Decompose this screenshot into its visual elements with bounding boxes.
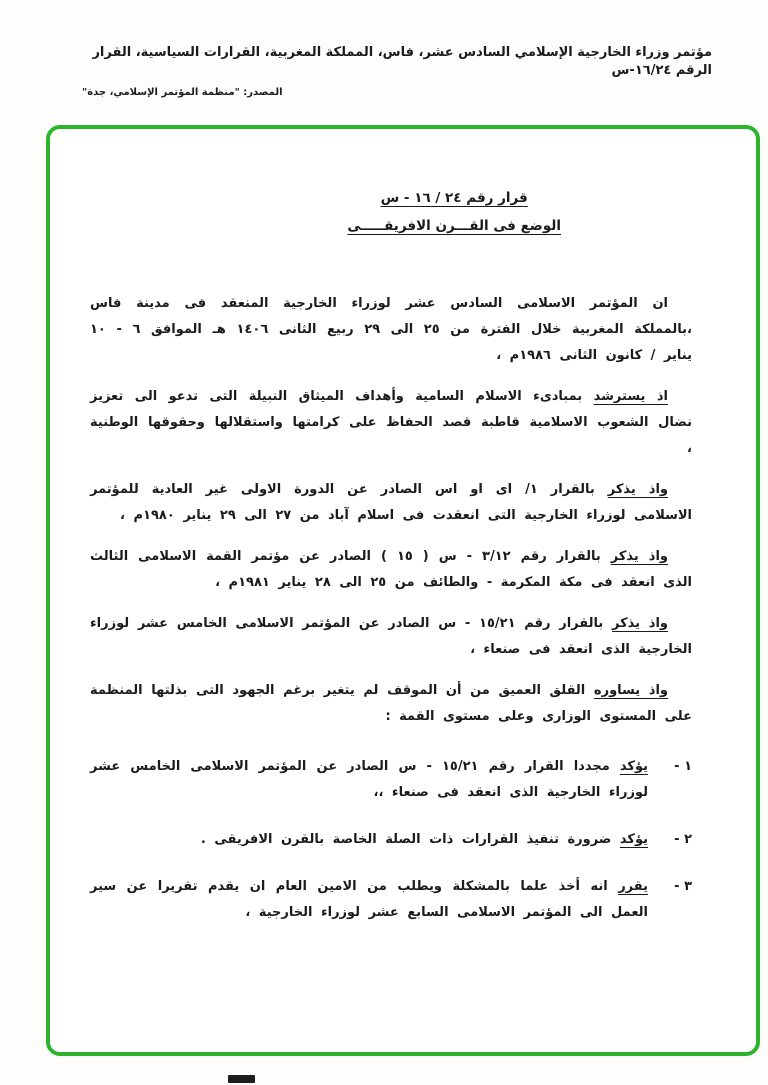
item-lead: يؤكد: [619, 831, 648, 847]
paragraph-text: بالقرار رقم ٣/١٢ - س ( ١٥ ) الصادر عن مؤتمر القمة الاسلامى الثالث الذى انعقد فى مكة المكرمة - والطائف من ٢٥ الى ٢٨ يناير ١٩٨١م ،: [90, 548, 692, 590]
item-lead: يقرر: [618, 878, 648, 894]
preamble-paragraph: [90, 544, 692, 596]
paragraph-lead: واذ يساوره: [593, 682, 668, 698]
item-rest: مجددا القرار رقم ١٥/٢١ - س الصادر عن المؤتمر الاسلامى الخامس عشر لوزراء الخارجية الذى انعقد فى صنعاء ،،: [90, 758, 648, 800]
resolution-title-line-2: الوضع فى القـــرن الافريقـــــى: [347, 218, 561, 235]
preamble-paragraph: [90, 291, 692, 369]
scan-artifact: [228, 1075, 255, 1083]
paragraph-text: بمبادىء الاسلام السامية وأهداف الميثاق النبيلة التى تدعو الى تعزيز نضال الشعوب الاسلامية قاطبة قصد الحفاظ على كرامتها واستقلالها وحقوقها الوطنية ،: [90, 388, 692, 456]
paragraph-text: بالقرار ١/ اى او اس الصادر عن الدورة الاولى غير العادية للمؤتمر الاسلامى لوزراء الخارجية التى انعقدت فى اسلام آباد من ٢٧ الى ٢٩ يناير ١٩٨٠م ،: [90, 481, 692, 523]
document-header-title: مؤتمر وزراء الخارجية الإسلامي السادس عشر، فاس، المملكة المغربية، القرارات السياسية، القرار الرقم ١٦/٢٤-س: [92, 45, 712, 79]
preamble-paragraph: [90, 477, 692, 529]
paragraph-lead: واذ يذكر: [612, 615, 668, 631]
item-number: ٣ -: [674, 878, 692, 894]
preamble-paragraph: [90, 611, 692, 663]
paragraph-text: ان المؤتمر الاسلامى السادس عشر لوزراء الخارجية المنعقد فى مدينة فاس ،بالمملكة المغربية خلال الفترة من ٢٥ الى ٢٩ ربيع الثانى ١٤٠٦ هـ الموافق ٦ - ١٠ يناير / كانون الثانى ١٩٨٦م ،: [90, 295, 692, 363]
operative-items: [90, 754, 692, 926]
item-text: [90, 827, 648, 853]
resolution-title: [347, 185, 561, 240]
paragraph-lead: اذ يسترشد: [593, 388, 669, 404]
document-source-line: المصدر: "منظمة المؤتمر الإسلامي، جدة": [82, 87, 283, 99]
item-rest: ضرورة تنفيذ القرارات ذات الصلة الخاصة بالقرن الافريقى .: [200, 831, 620, 847]
preamble-paragraph: [90, 678, 692, 730]
item-rest: انه أخذ علما بالمشكلة ويطلب من الامين العام ان يقدم تقريرا عن سير العمل الى المؤتمر الاسلامى السابع عشر لوزراء الخارجية ،: [90, 878, 648, 920]
operative-item: [90, 874, 692, 926]
resolution-title-line-1: قرار رقم ٢٤ / ١٦ - س: [380, 190, 528, 207]
operative-item: [90, 827, 692, 853]
paragraph-lead: واذ يذكر: [610, 548, 668, 564]
preamble-paragraph: [90, 384, 692, 462]
item-number: ١ -: [674, 758, 692, 774]
paragraph-text: بالقرار رقم ١٥/٢١ - س الصادر عن المؤتمر الاسلامى الخامس عشر لوزراء الخارجية الذى انعقد فى صنعاء ،: [90, 615, 692, 657]
item-text: [90, 874, 648, 926]
item-lead: يؤكد: [619, 758, 648, 774]
item-text: [90, 754, 648, 806]
resolution-frame: [46, 125, 760, 1056]
paragraph-text: القلق العميق من أن الموقف لم يتغير برغم الجهود التى بذلتها المنظمة على المستوى الوزارى وعلى مستوى القمة :: [90, 682, 692, 724]
item-number: ٢ -: [674, 831, 692, 847]
paragraph-lead: واذ يذكر: [607, 481, 668, 497]
operative-item: [90, 754, 692, 806]
resolution-body: [50, 129, 756, 925]
page-header: [0, 0, 768, 98]
